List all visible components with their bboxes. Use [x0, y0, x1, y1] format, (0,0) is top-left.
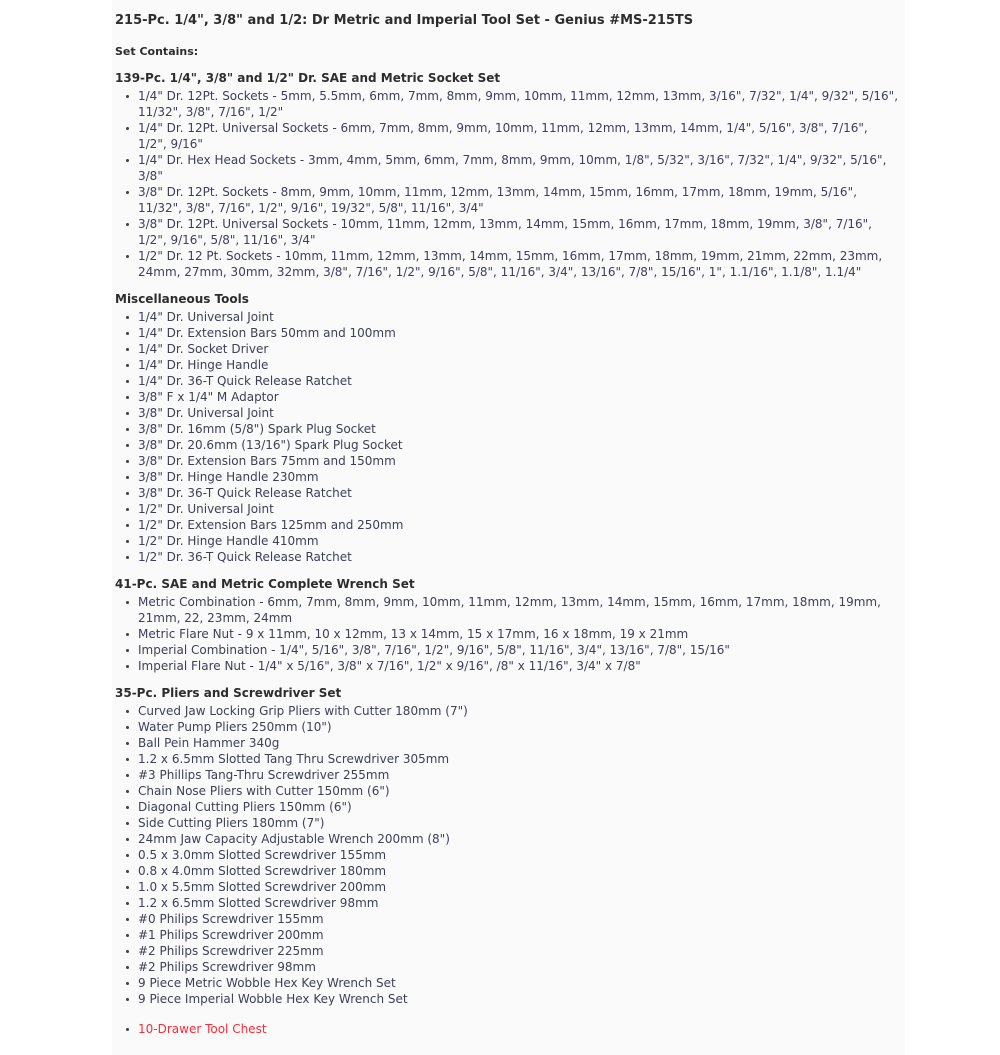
- section-heading: 41-Pc. SAE and Metric Complete Wrench Set: [115, 577, 415, 591]
- list-item: 1/4" Dr. Hinge Handle: [138, 357, 899, 373]
- list-item: 3/8" Dr. Hinge Handle 230mm: [138, 469, 899, 485]
- list-item: 3/8" Dr. 12Pt. Universal Sockets - 10mm, 11mm, 12mm, 13mm, 14mm, 15mm, 16mm, 17mm, 18mm, 19mm, 3/8", 7/16", 1/2", 9/16", 5/8", 11/16", 3/4": [138, 216, 899, 248]
- list-item: Water Pump Pliers 250mm (10"): [138, 719, 899, 735]
- list-item: 1/4" Dr. Socket Driver: [138, 341, 899, 357]
- list-item: 1/4" Dr. 12Pt. Sockets - 5mm, 5.5mm, 6mm, 7mm, 8mm, 9mm, 10mm, 11mm, 12mm, 13mm, 3/16", 7/32", 1/4", 9/32", 5/16", 11/32", 3/8", 7/16", 1/2": [138, 89, 899, 119]
- list-item: 3/8" Dr. 36-T Quick Release Ratchet: [138, 485, 899, 501]
- list-item: 0.8 x 4.0mm Slotted Screwdriver 180mm: [138, 863, 899, 879]
- section-item-list: [115, 88, 899, 280]
- list-item: 9 Piece Imperial Wobble Hex Key Wrench Set: [138, 991, 899, 1007]
- list-item: Curved Jaw Locking Grip Pliers with Cutter 180mm (7"): [138, 703, 899, 719]
- tool-chest-item: 10-Drawer Tool Chest: [138, 1021, 899, 1037]
- list-item: #2 Philips Screwdriver 225mm: [138, 943, 899, 959]
- list-item: Metric Flare Nut - 9 x 11mm, 10 x 12mm, 13 x 14mm, 15 x 17mm, 16 x 18mm, 19 x 21mm: [138, 626, 899, 642]
- list-item: 3/8" Dr. Universal Joint: [138, 405, 899, 421]
- list-item: 3/8" Dr. 20.6mm (13/16") Spark Plug Socket: [138, 437, 899, 453]
- list-item: 3/8" Dr. 16mm (5/8") Spark Plug Socket: [138, 421, 899, 437]
- list-item: Side Cutting Pliers 180mm (7"): [138, 815, 899, 831]
- list-item: Imperial Flare Nut - 1/4" x 5/16", 3/8" x 7/16", 1/2" x 9/16", /8" x 11/16", 3/4" x 7/8": [138, 658, 899, 674]
- list-item: 1.0 x 5.5mm Slotted Screwdriver 200mm: [138, 879, 899, 895]
- list-item: 1/2" Dr. Extension Bars 125mm and 250mm: [138, 517, 899, 533]
- list-item: Imperial Combination - 1/4", 5/16", 3/8", 7/16", 1/2", 9/16", 5/8", 11/16", 3/4", 13/16", 7/8", 15/16": [138, 642, 899, 658]
- section-item-list: [115, 309, 899, 565]
- product-description-panel: [112, 0, 905, 1055]
- list-item: #3 Phillips Tang-Thru Screwdriver 255mm: [138, 767, 899, 783]
- list-item: 3/8" Dr. 12Pt. Sockets - 8mm, 9mm, 10mm, 11mm, 12mm, 13mm, 14mm, 15mm, 16mm, 17mm, 18mm, 19mm, 5/16", 11/32", 3/8", 7/16", 1/2", 9/16", 19/32", 5/8", 11/16", 3/4": [138, 184, 899, 216]
- section-heading: Miscellaneous Tools: [115, 292, 249, 306]
- list-item: #2 Philips Screwdriver 98mm: [138, 959, 899, 975]
- section-item-list: [115, 703, 899, 1007]
- list-item: 1/2" Dr. 12 Pt. Sockets - 10mm, 11mm, 12mm, 13mm, 14mm, 15mm, 16mm, 17mm, 18mm, 19mm, 21mm, 22mm, 23mm, 24mm, 27mm, 30mm, 32mm, 3/8", 7/16", 1/2", 9/16", 5/8", 11/16", 3/4", 13/16", 7/8", 15/16", 1", 1.1/16", 1.1/8", 1.1/4": [138, 248, 899, 280]
- list-item: #1 Philips Screwdriver 200mm: [138, 927, 899, 943]
- list-item: 1/4" Dr. 12Pt. Universal Sockets - 6mm, 7mm, 8mm, 9mm, 10mm, 11mm, 12mm, 13mm, 14mm, 1/4", 5/16", 3/8", 7/16", 1/2", 9/16": [138, 120, 899, 152]
- list-item: 1.2 x 6.5mm Slotted Tang Thru Screwdriver 305mm: [138, 751, 899, 767]
- list-item: 0.5 x 3.0mm Slotted Screwdriver 155mm: [138, 847, 899, 863]
- list-item: 3/8" Dr. Extension Bars 75mm and 150mm: [138, 453, 899, 469]
- section-heading: 139-Pc. 1/4", 3/8" and 1/2" Dr. SAE and Metric Socket Set: [115, 71, 501, 85]
- page-title: 215-Pc. 1/4", 3/8" and 1/2: Dr Metric and Imperial Tool Set - Genius #MS-215TS: [115, 13, 694, 28]
- section-item-list: [115, 594, 899, 674]
- list-item: Ball Pein Hammer 340g: [138, 735, 899, 751]
- list-item: 1/2" Dr. 36-T Quick Release Ratchet: [138, 549, 899, 565]
- list-item: 3/8" F x 1/4" M Adaptor: [138, 389, 899, 405]
- list-item: 1/4" Dr. Extension Bars 50mm and 100mm: [138, 325, 899, 341]
- highlight-list: [115, 1021, 899, 1037]
- list-item: 1/4" Dr. Universal Joint: [138, 309, 899, 325]
- list-item: 1/2" Dr. Hinge Handle 410mm: [138, 533, 899, 549]
- list-item: 1/2" Dr. Universal Joint: [138, 501, 899, 517]
- list-item: 1/4" Dr. 36-T Quick Release Ratchet: [138, 373, 899, 389]
- list-item: Metric Combination - 6mm, 7mm, 8mm, 9mm, 10mm, 11mm, 12mm, 13mm, 14mm, 15mm, 16mm, 17mm, 18mm, 19mm, 21mm, 22, 23mm, 24mm: [138, 594, 899, 626]
- list-item: #0 Philips Screwdriver 155mm: [138, 911, 899, 927]
- list-item: 1.2 x 6.5mm Slotted Screwdriver 98mm: [138, 895, 899, 911]
- list-item: Chain Nose Pliers with Cutter 150mm (6"): [138, 783, 899, 799]
- list-item: 9 Piece Metric Wobble Hex Key Wrench Set: [138, 975, 899, 991]
- section-heading: 35-Pc. Pliers and Screwdriver Set: [115, 686, 342, 700]
- list-item: 24mm Jaw Capacity Adjustable Wrench 200mm (8"): [138, 831, 899, 847]
- set-contains-label: Set Contains:: [115, 45, 199, 58]
- list-item: 1/4" Dr. Hex Head Sockets - 3mm, 4mm, 5mm, 6mm, 7mm, 8mm, 9mm, 10mm, 1/8", 5/32", 3/16", 7/32", 1/4", 9/32", 5/16", 3/8": [138, 152, 899, 184]
- list-item: Diagonal Cutting Pliers 150mm (6"): [138, 799, 899, 815]
- sections-container: [115, 70, 899, 1007]
